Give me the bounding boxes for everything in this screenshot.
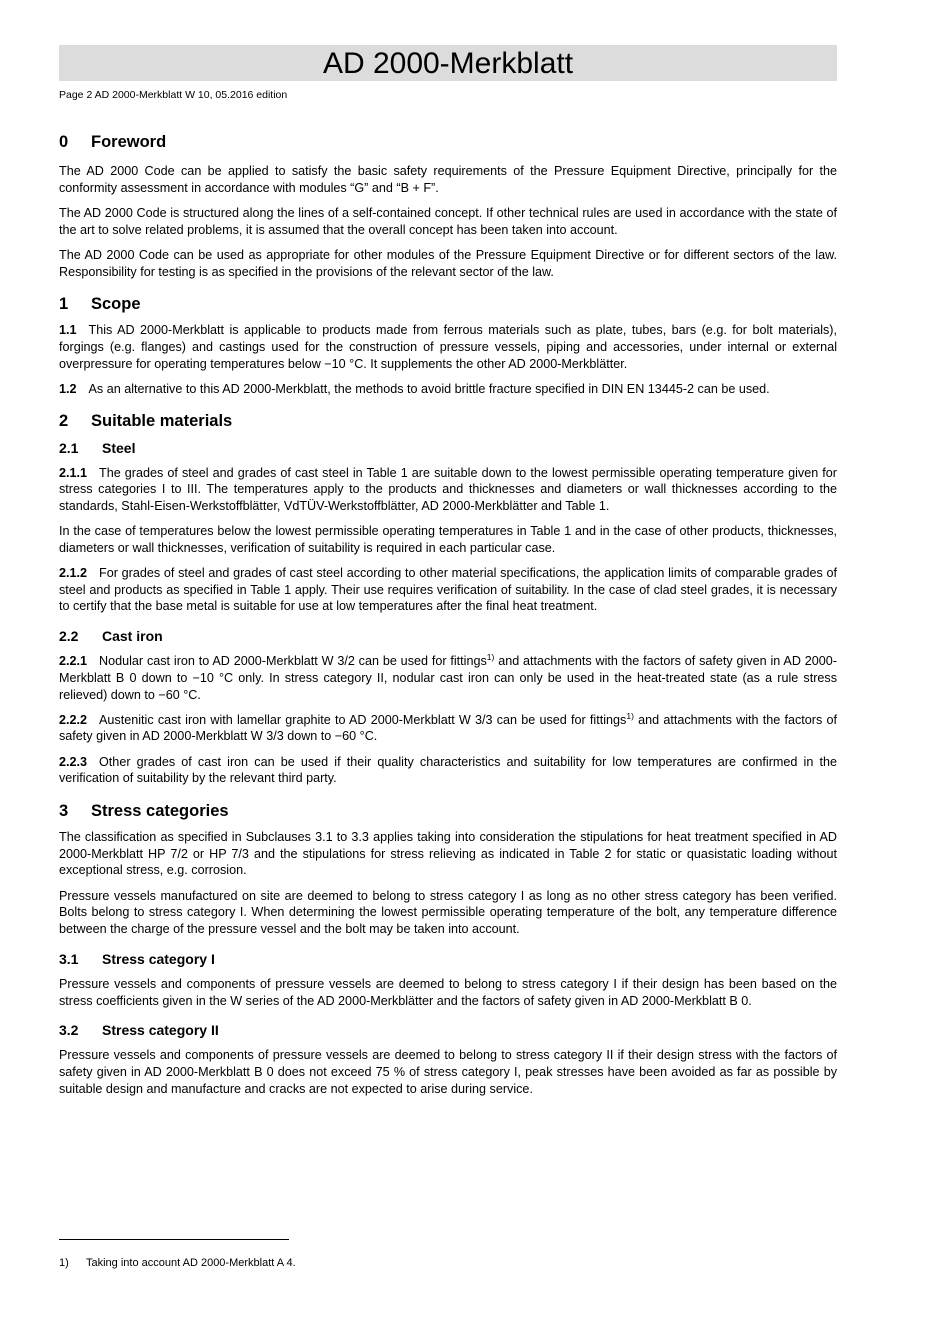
section-0-heading <box>59 132 837 152</box>
clause-number: 1.1 <box>59 323 77 338</box>
clause-2-2-1 <box>59 653 837 703</box>
clause-text: Austenitic cast iron with lamellar graphite to AD 2000-Merkblatt W 3/3 can be used for fittings <box>99 712 627 727</box>
clause-number: 2.1.1 <box>59 465 88 480</box>
section-2-heading <box>59 411 837 431</box>
paragraph: The AD 2000 Code is structured along the lines of a self-contained concept. If other technical rules are used in accordance with the state of the art to solve related problems, it is assumed that the overall concept has been taken into account. <box>59 205 837 237</box>
footnote <box>59 1257 296 1269</box>
clause-text-continued: and attachments with the factors of safety given in AD 2000-Merkblatt W 3/3 down to −60 °C. <box>59 712 838 744</box>
subsection-2-1-heading <box>59 440 837 457</box>
clause-2-2-3 <box>59 754 837 787</box>
clause-text: This AD 2000-Merkblatt is applicable to products made from ferrous materials such as plate, tubes, bars (e.g. for bolt materials), forgings (e.g. flanges) and castings used for the construction of pressure vessels, piping and accessories, under internal or external overpressure for operating temperatures below −10 °C. It supplements the other AD 2000-Merkblätter. <box>59 323 837 371</box>
section-title: Foreword <box>91 133 167 151</box>
clause-text: For grades of steel and grades of cast steel according to other material specifications, the application limits of comparable grades of steel and products as specified in Table 1 apply. Their use requires verification of suitability. In the case of clad steel grades, it is necessary to certify that the base metal is suitable for use at low temperatures after the final heat treatment. <box>59 566 837 614</box>
clause-text: The grades of steel and grades of cast steel in Table 1 are suitable down to the lowest permissible operating temperature given for stress categories I to III. The temperatures apply to the products and thicknesses and diameters or wall thicknesses according to the standards, Stahl-Eisen-Werkstoffblätter, VdTÜV-Werkstoffblätter, AD 2000-Merkblätter and Table 1. <box>59 465 837 513</box>
paragraph: Pressure vessels and components of pressure vessels are deemed to belong to stress category I if their design has been based on the stress coefficients given in the W series of the AD 2000-Merkblätter and the factors of safety given in AD 2000-Merkblatt B 0. <box>59 976 837 1008</box>
clause-text-continued: and attachments with the factors of safety given in AD 2000-Merkblatt B 0 down to −10 °C only. In stress category II, nodular cast iron can only be used in the heat-treated state (as a rule stress relieved) down to −60 °C. <box>59 654 837 702</box>
subsection-title: Stress category I <box>102 950 215 967</box>
clause-2-1-1 <box>59 465 837 515</box>
section-title: Stress categories <box>91 802 229 821</box>
section-3-heading <box>59 801 837 821</box>
paragraph: The AD 2000 Code can be applied to satisfy the basic safety requirements of the Pressure Equipment Directive, principally for the conformity assessment in accordance with modules “G” and “B + F”. <box>59 164 837 195</box>
clause-2-2-2 <box>59 712 837 745</box>
section-number: 2 <box>59 411 69 430</box>
clause-number: 2.2.2 <box>59 712 88 727</box>
paragraph: Pressure vessels manufactured on site are deemed to belong to stress category I as long as no other stress category has been verified. Bolts belong to stress category I. When determining the lowest permissible operating temperature of the bolt, any temperature difference between the charge of the pressure vessel and the bolt may be taken into account. <box>59 888 837 937</box>
clause-text: As an alternative to this AD 2000-Merkblatt, the methods to avoid brittle fracture specified in DIN EN 13445-2 can be used. <box>88 381 770 396</box>
subsection-title: Stress category II <box>102 1022 219 1039</box>
section-number: 3 <box>59 802 69 821</box>
subsection-2-2-heading <box>59 628 837 645</box>
paragraph: The classification as specified in Subclauses 3.1 to 3.3 applies taking into consideration the stipulations for heat treatment specified in AD 2000-Merkblatt HP 7/2 or HP 7/3 and the stipulations for stress relieving as indicated in Table 2 for static or quasistatic loading without exceptional stress, e.g. corrosion. <box>59 830 837 878</box>
footnote-reference: 1) <box>626 710 634 721</box>
section-1-heading <box>59 294 837 314</box>
section-number: 0 <box>59 133 69 151</box>
subsection-3-2-heading <box>59 1022 837 1039</box>
section-number: 1 <box>59 295 69 314</box>
clause-number: 1.2 <box>59 381 77 396</box>
subsection-3-1-heading <box>59 951 837 968</box>
footnote-reference: 1) <box>486 651 495 662</box>
clause-number: 2.2.1 <box>59 654 88 669</box>
subsection-number: 2.2 <box>59 628 79 645</box>
section-title: Suitable materials <box>91 411 233 430</box>
clause-1-1 <box>59 322 837 372</box>
paragraph: The AD 2000 Code can be used as appropriate for other modules of the Pressure Equipment Directive or for different sectors of the law. Responsibility for testing is as specified in the provisions of the relevant sector of the law. <box>59 247 837 279</box>
footnote-number: 1) <box>59 1257 69 1269</box>
footnote-separator <box>59 1239 289 1240</box>
subsection-number: 3.1 <box>59 950 79 967</box>
clause-number: 2.2.3 <box>59 754 88 769</box>
subsection-number: 3.2 <box>59 1022 79 1039</box>
subsection-title: Cast iron <box>102 628 163 645</box>
clause-2-1-2 <box>59 565 837 615</box>
subsection-number: 2.1 <box>59 439 79 456</box>
page-info: Page 2 AD 2000-Merkblatt W 10, 05.2016 edition <box>59 89 288 101</box>
clause-number: 2.1.2 <box>59 566 88 581</box>
footnote-text: Taking into account AD 2000-Merkblatt A 4. <box>86 1257 296 1269</box>
document-body <box>59 132 837 1106</box>
subsection-title: Steel <box>102 439 136 456</box>
clause-1-2 <box>59 381 837 398</box>
section-title: Scope <box>91 295 141 314</box>
clause-text: Nodular cast iron to AD 2000-Merkblatt W 3/2 can be used for fittings <box>99 654 487 669</box>
document-title: AD 2000-Merkblatt <box>59 45 837 81</box>
clause-text: Other grades of cast iron can be used if their quality characteristics and suitability for low temperatures are confirmed in the verification of suitability by the relevant third party. <box>59 754 837 786</box>
paragraph: In the case of temperatures below the lowest permissible operating temperatures in Table 1 and in the case of other products, thicknesses, diameters or wall thicknesses, verification of suitability is required in each particular case. <box>59 524 837 555</box>
paragraph: Pressure vessels and components of pressure vessels are deemed to belong to stress category II if their design stress with the factors of safety given in AD 2000-Merkblatt B 0 does not exceed 75 % of stress category I, peak stresses have been avoided as far as possible by suitable design and manufacture and cracks are not expected to arise during service. <box>59 1048 837 1096</box>
